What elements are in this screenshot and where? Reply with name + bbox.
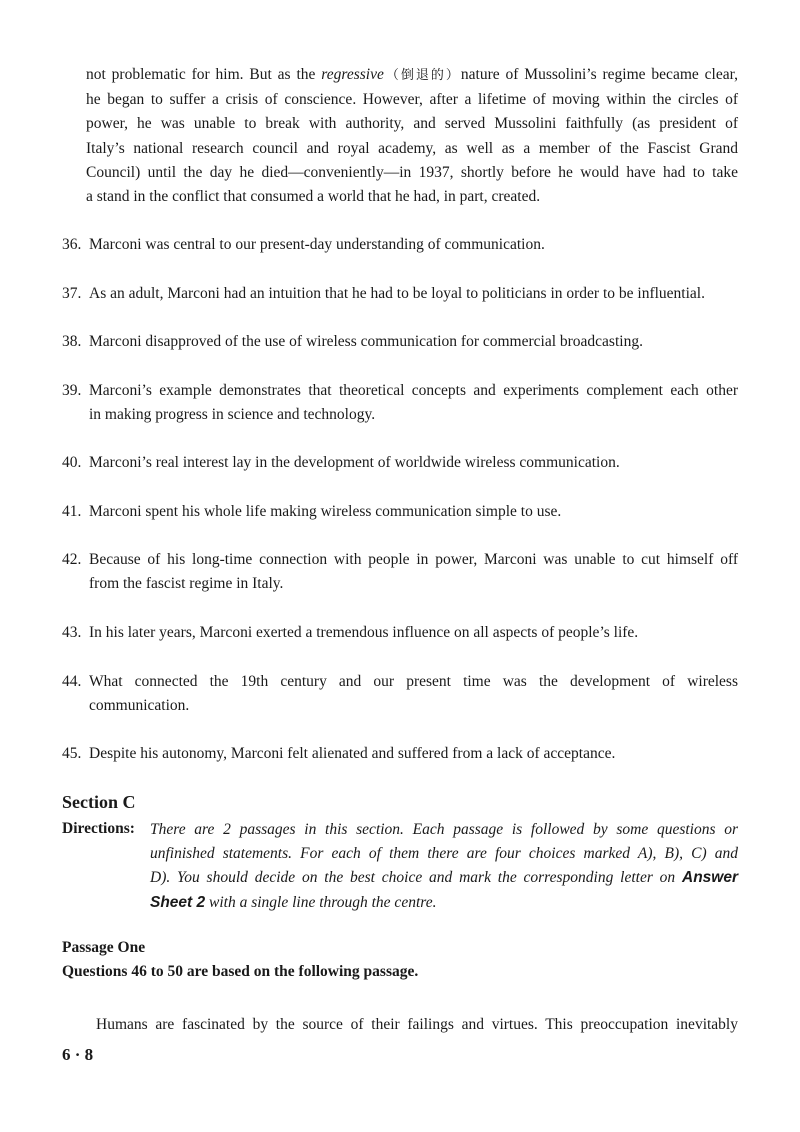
statement-44: 44. What connected the 19th century and our present time was the development of wireless communication. xyxy=(62,673,738,715)
answer-sheet-ref: Answer xyxy=(682,869,738,887)
statement-43: 43. In his later years, Marconi exerted a tremendous influence on all aspects of people’s life. xyxy=(62,624,639,641)
passage-subtitle: Questions 46 to 50 are based on the following passage. xyxy=(62,963,419,980)
directions-label: Directions: xyxy=(62,820,135,837)
statement-42: 42. Because of his long-time connection with people in power, Marconi was unable to cut himself off from the fascist regime in Italy. xyxy=(62,551,738,593)
answer-sheet-ref: Sheet 2 xyxy=(150,893,206,911)
statement-45: 45. Despite his autonomy, Marconi felt alienated and suffered from a lack of acceptance. xyxy=(62,745,616,762)
passage-line: he began to suffer a crisis of conscience. However, after a lifetime of moving within the circles of xyxy=(86,91,738,109)
passage-title: Passage One xyxy=(62,939,146,956)
statement-36: 36. Marconi was central to our present-day understanding of communication. xyxy=(62,236,545,253)
statement-41: 41. Marconi spent his whole life making wireless communication simple to use. xyxy=(62,503,562,520)
chinese-gloss: （倒退的） xyxy=(383,68,461,83)
passage-line: Italy’s national research council and royal academy, as well as a member of the Fascist Grand xyxy=(86,139,738,157)
statement-37: 37. As an adult, Marconi had an intuition that he had to be loyal to politicians in order to be influential. xyxy=(62,285,705,302)
passage-line: a stand in the conflict that consumed a world that he had, in part, created. xyxy=(86,188,541,206)
glossed-word: regressive xyxy=(321,66,384,83)
directions-text: There are 2 passages in this section. Each passage is followed by some questions or unfinished statements. For each of them there are four choices marked A), B), C) and D). You should decide on the best choice and mark the corresponding letter on Answer Sheet 2 with a single line through the centre. xyxy=(150,821,738,911)
page-number: 6 · 8 xyxy=(62,1045,94,1064)
passage-continuation xyxy=(86,63,738,209)
passage-line: power, he was unable to break with authority, and served Mussolini faithfully (as president of xyxy=(86,115,738,133)
statement-39: 39. Marconi’s example demonstrates that theoretical concepts and experiments complement each other in making progress in science and technology. xyxy=(62,382,738,424)
statement-40: 40. Marconi’s real interest lay in the development of worldwide wireless communication. xyxy=(62,454,620,471)
section-title: Section C xyxy=(62,792,136,812)
passage-one-body: Humans are fascinated by the source of their failings and virtues. This preoccupation inevitably xyxy=(96,1016,738,1033)
statement-38: 38. Marconi disapproved of the use of wireless communication for commercial broadcasting. xyxy=(62,333,643,350)
passage-line: Council) until the day he died—conveniently—in 1937, shortly before he would have had to take xyxy=(86,163,738,181)
passage-line: not problematic for him. But as the regressive（倒退的）nature of Mussolini’s regime became clear, xyxy=(86,66,738,83)
